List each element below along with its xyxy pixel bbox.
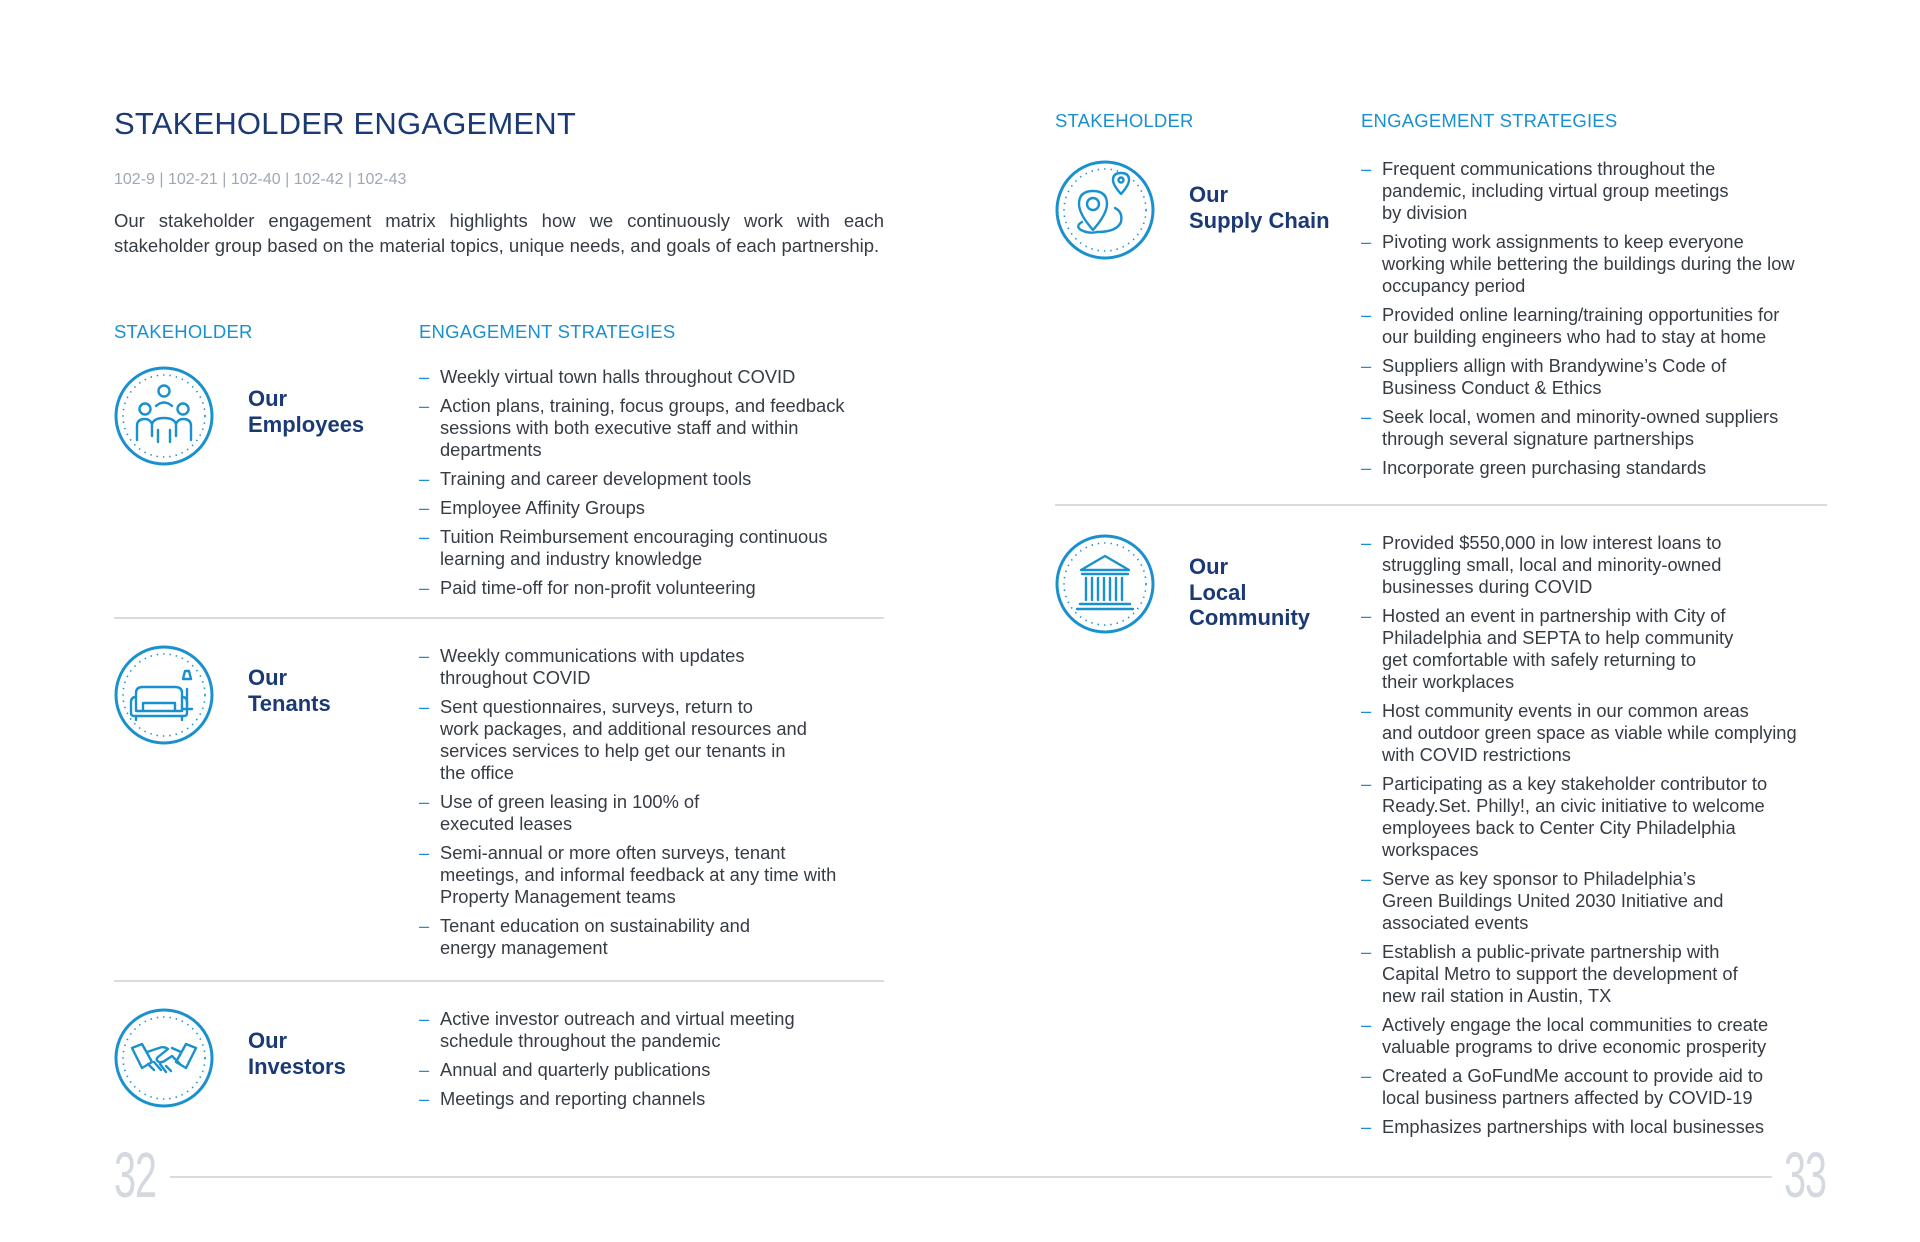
- strategy-item: – Provided $550,000 in low interest loans to struggling small, local and minority-owned businesses during COVID: [1361, 532, 1722, 597]
- strategy-list: [1361, 158, 1795, 486]
- strategy-item: – Emphasizes partnerships with local businesses: [1361, 1116, 1765, 1137]
- stakeholder-name: Our Supply Chain: [1189, 182, 1330, 233]
- strategy-item: – Tenant education on sustainability and energy management: [419, 915, 750, 958]
- strategy-item: – Active investor outreach and virtual meeting schedule throughout the pandemic: [419, 1008, 795, 1051]
- page-number-left: 32: [114, 1139, 156, 1211]
- strategy-item: – Training and career development tools: [419, 468, 752, 489]
- section-divider: [1055, 504, 1827, 506]
- page-title: STAKEHOLDER ENGAGEMENT: [114, 106, 577, 141]
- strategy-item: – Weekly virtual town halls throughout COVID: [419, 366, 796, 387]
- stakeholder-name: Our Local Community: [1189, 554, 1310, 630]
- section-divider: [114, 617, 884, 619]
- strategy-item: – Action plans, training, focus groups, and feedback sessions with both executive staff and within departments: [419, 395, 845, 460]
- strategy-item: – Actively engage the local communities to create valuable programs to drive economic prosperity: [1361, 1014, 1769, 1057]
- strategy-item: – Suppliers allign with Brandywine’s Code of Business Conduct & Ethics: [1361, 355, 1727, 398]
- strategy-item: – Sent questionnaires, surveys, return to work packages, and additional resources and services services to help get our tenants in the office: [419, 696, 807, 783]
- strategy-list: [1361, 532, 1797, 1145]
- strategy-item: – Host community events in our common areas and outdoor green space as viable while complying with COVID restrictions: [1361, 700, 1797, 765]
- strategy-item: – Semi-annual or more often surveys, tenant meetings, and informal feedback at any time with Property Management teams: [419, 842, 837, 907]
- strategy-list: [419, 366, 844, 606]
- strategy-list: [419, 645, 836, 966]
- armchair-lamp-icon: [114, 645, 214, 745]
- page-number-right: 33: [1784, 1139, 1826, 1211]
- route-pin-icon: [1055, 160, 1155, 260]
- strategy-item: – Tuition Reimbursement encouraging continuous learning and industry knowledge: [419, 526, 828, 569]
- people-group-icon: [114, 366, 214, 466]
- civic-building-icon: [1055, 534, 1155, 634]
- strategy-item: – Seek local, women and minority-owned suppliers through several signature partnerships: [1361, 406, 1779, 449]
- stakeholder-name: Our Employees: [248, 386, 365, 437]
- strategy-item: – Establish a public-private partnership with Capital Metro to support the development of new rail station in Austin, TX: [1361, 941, 1738, 1006]
- strategy-item: – Hosted an event in partnership with City of Philadelphia and SEPTA to help community get comfortable with safely returning to their workplaces: [1361, 605, 1734, 692]
- handshake-icon: [114, 1008, 214, 1108]
- intro-paragraph: Our stakeholder engagement matrix highlights how we continuously work with each stakeholder group based on the material topics, unique needs, and goals of each partnership.: [114, 210, 884, 256]
- strategy-item: – Paid time-off for non-profit volunteering: [419, 577, 756, 598]
- strategy-item: – Participating as a key stakeholder contributor to Ready.Set. Philly!, an civic initiative to welcome employees back to Center City Philadelphia workspaces: [1361, 773, 1768, 860]
- strategies-column-header-right: ENGAGEMENT STRATEGIES: [1361, 110, 1618, 131]
- strategy-list: [419, 1008, 795, 1117]
- strategy-item: – Annual and quarterly publications: [419, 1059, 711, 1080]
- stakeholder-name: Our Tenants: [248, 665, 331, 716]
- footer-rule: [170, 1176, 1772, 1178]
- stakeholder-name: Our Investors: [248, 1028, 346, 1079]
- stakeholder-column-header: STAKEHOLDER: [114, 321, 253, 342]
- strategy-item: – Weekly communications with updates throughout COVID: [419, 645, 745, 688]
- strategy-item: – Created a GoFundMe account to provide aid to local business partners affected by COVID-19: [1361, 1065, 1764, 1108]
- gri-references: 102-9 | 102-21 | 102-40 | 102-42 | 102-43: [114, 171, 407, 188]
- strategy-item: – Provided online learning/training opportunities for our building engineers who had to stay at home: [1361, 304, 1780, 347]
- strategy-item: – Pivoting work assignments to keep everyone working while bettering the buildings during the low occupancy period: [1361, 231, 1795, 296]
- strategy-item: – Incorporate green purchasing standards: [1361, 457, 1707, 478]
- stakeholder-column-header-right: STAKEHOLDER: [1055, 110, 1194, 131]
- strategy-item: – Use of green leasing in 100% of executed leases: [419, 791, 700, 834]
- strategies-column-header: ENGAGEMENT STRATEGIES: [419, 321, 676, 342]
- strategy-item: – Employee Affinity Groups: [419, 497, 645, 518]
- strategy-item: – Serve as key sponsor to Philadelphia’s Green Buildings United 2030 Initiative and associated events: [1361, 868, 1724, 933]
- strategy-item: – Frequent communications throughout the pandemic, including virtual group meetings by division: [1361, 158, 1729, 223]
- strategy-item: – Meetings and reporting channels: [419, 1088, 706, 1109]
- section-divider: [114, 980, 884, 982]
